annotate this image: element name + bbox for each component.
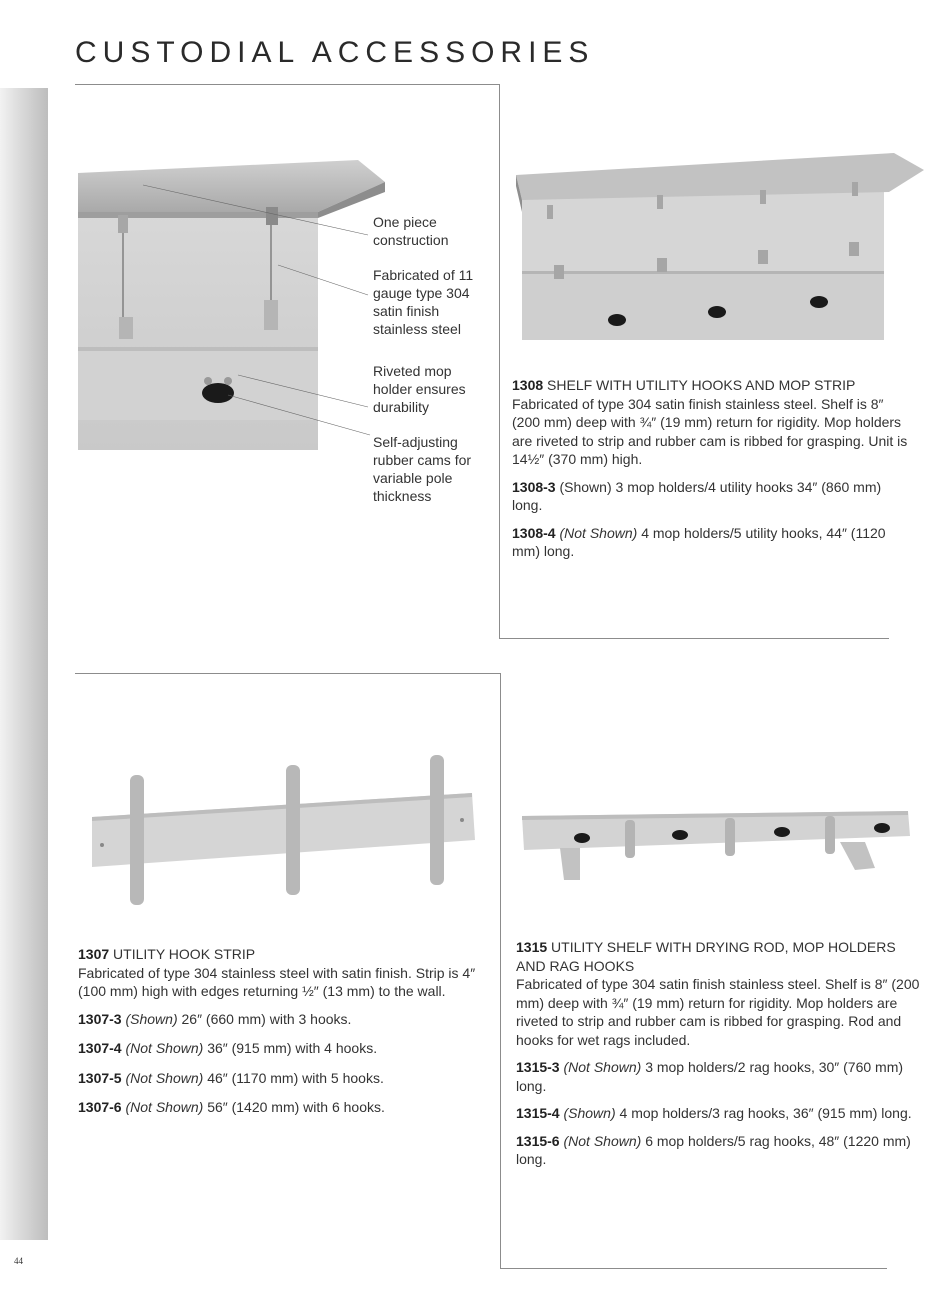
page-title: CUSTODIAL ACCESSORIES <box>75 36 595 69</box>
variant-1307-6: 1307-6 (Not Shown) 56″ (1420 mm) with 6 hooks. <box>78 1099 385 1115</box>
callout-riveted: Riveted mop holder ensures durability <box>373 363 466 415</box>
hook-strip-1307-image <box>90 755 480 915</box>
product-1308-description: 1308 SHELF WITH UTILITY HOOKS AND MOP STRIP Fabricated of type 304 satin finish stainless steel. Shelf is 8″ (200 mm) deep with ¾″ (19 mm) return for rigidity. Mop holders are riveted to strip and rubber cam is ribbed for grasping. Unit is 14½″ (370 mm) high. 1308-3 (Shown) 3 mop holders/4 utility hooks 34″ (860 mm) long. 1308-4 (Not Shown) 4 mop holders/5 utility hooks, 44″ (1120 mm) long. <box>512 376 912 570</box>
variant-1307-4: 1307-4 (Not Shown) 36″ (915 mm) with 4 hooks. <box>78 1040 378 1056</box>
shelf-detail-image <box>78 155 388 450</box>
utility-shelf-1315-image <box>520 808 912 883</box>
variant-1315-6: 1315-6 (Not Shown) 6 mop holders/5 rag hooks, 48″ (1220 mm) long. <box>516 1132 911 1167</box>
callout-one-piece: One piece construction <box>373 214 449 248</box>
divider <box>75 673 501 674</box>
divider <box>500 1268 887 1269</box>
variant-1315-4: 1315-4 (Shown) 4 mop holders/3 rag hooks, 36″ (915 mm) long. <box>516 1105 912 1121</box>
variant-1308-4: 1308-4 (Not Shown) 4 mop holders/5 utility hooks, 44″ (1120 mm) long. <box>512 524 886 559</box>
side-color-bar <box>0 88 48 1240</box>
variant-1307-5: 1307-5 (Not Shown) 46″ (1170 mm) with 5 hooks. <box>78 1069 384 1086</box>
callout-cams: Self-adjusting rubber cams for variable pole thickness <box>373 434 472 504</box>
product-1315-description: 1315 UTILITY SHELF WITH DRYING ROD, MOP HOLDERS AND RAG HOOKS Fabricated of type 304 satin finish stainless steel. Shelf is 8″ (200 mm) deep with ¾″ (19 mm) return for rigidity. Mop holders are riveted to strip and rubber cam is ribbed for grasping. Rod and hooks for wet rags included. 1315-3 (Not Shown) 3 mop holders/2 rag hooks, 30″ (760 mm) long. 1315-4 (Shown) 4 mop holders/3 rag hooks, 36″ (915 mm) long. 1315-6 (Not Shown) 6 mop holders/5 rag hooks, 48″ (1220 mm) long. <box>516 939 920 1167</box>
shelf-1308-image <box>514 150 926 345</box>
variant-1308-3: 1308-3 (Shown) 3 mop holders/4 utility hooks 34″ (860 mm) long. <box>512 478 882 513</box>
product-1307-description: 1307 UTILITY HOOK STRIP Fabricated of type 304 stainless steel with satin finish. Strip is 4″ (100 mm) high with edges returning ½″ (13 mm) to the wall. 1307-3 (Shown) 26″ (660 mm) with 3 hooks. 1307-4 (Not Shown) 36″ (915 mm) with 4 hooks. 1307-5 (Not Shown) 46″ (1170 mm) with 5 hooks. 1307-6 (Not Shown) 56″ (1420 mm) with 6 hooks. <box>78 945 486 1126</box>
divider <box>500 673 501 1268</box>
callout-gauge: Fabricated of 11 gauge type 304 satin finish stainless steel <box>373 267 474 337</box>
divider <box>75 84 499 85</box>
page-number: 44 <box>14 1256 23 1266</box>
divider <box>499 638 889 639</box>
divider <box>499 84 500 638</box>
variant-1307-3: 1307-3 (Shown) 26″ (660 mm) with 3 hooks. <box>78 1010 352 1027</box>
variant-1315-3: 1315-3 (Not Shown) 3 mop holders/2 rag hooks, 30″ (760 mm) long. <box>516 1059 904 1094</box>
